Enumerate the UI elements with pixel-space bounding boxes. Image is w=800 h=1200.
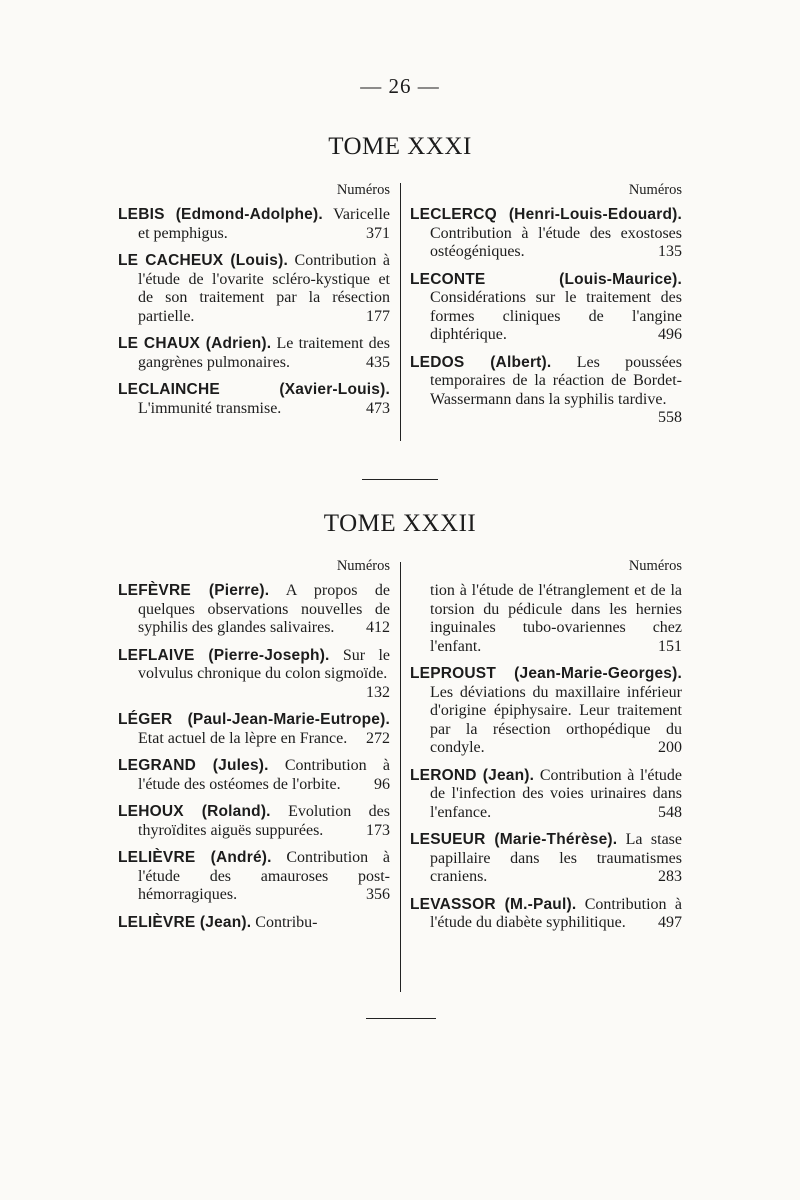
entry-paragraph [118,803,390,840]
index-entry [410,582,682,656]
thesis-title: Considérations sur le traitement des formes cliniques de l'angine diphtérique. [430,289,682,343]
author-name: LECLAINCHE (Xavier-Louis). [118,381,390,398]
section-separator [366,1018,436,1019]
index-entry [410,665,682,758]
entry-number: 135 [658,243,682,260]
author-name: LE CACHEUX (Louis). [118,252,288,269]
index-entry [410,767,682,823]
entry-number: 412 [366,619,390,636]
entry-paragraph [118,206,390,243]
column-divider [400,562,401,992]
page-number: — 26 — [360,74,440,98]
tome-xxxi-left-column [118,180,390,427]
index-entry [118,711,390,748]
thesis-title: Evolution des thyroïdites aiguës suppurées. [138,803,390,839]
author-name: LEFÈVRE (Pierre). [118,582,270,599]
author-name: LEGRAND (Jules). [118,757,269,774]
author-name: LEPROUST (Jean-Marie-Georges). [410,665,682,682]
index-entry [118,252,390,326]
thesis-title: A propos de quelques observations nouvelles de syphilis des glandes salivaires. [138,582,390,636]
entry-list [410,582,682,933]
thesis-title: Le traitement des gangrènes pulmonaires. [138,335,390,371]
entry-number: 558 [658,409,682,426]
entry-paragraph [410,665,682,758]
entry-list [410,206,682,428]
entry-paragraph [410,831,682,887]
thesis-title: Varicelle et pemphigus. [138,206,390,242]
entry-paragraph [118,582,390,638]
index-entry [410,831,682,887]
author-name: LEHOUX (Roland). [118,803,271,820]
author-name: LELIÈVRE (Jean). [118,913,252,931]
index-entry [118,914,390,933]
entry-number: 96 [374,775,390,793]
numeros-header: Numéros [628,182,682,198]
entry-number: 435 [366,353,390,371]
entry-number: 548 [658,803,682,821]
thesis-title: Contribution à l'étude de l'ovarite scléro-kystique et de son traitement par la résection partielle. [138,252,390,325]
tome-title-xxxi: TOME XXXI [328,133,472,160]
entry-number: 496 [658,326,682,343]
entry-paragraph [410,582,682,656]
entry-paragraph [118,711,390,748]
entry-number: 497 [658,914,682,931]
thesis-title: Contribu- [255,913,318,931]
author-name: LEFLAIVE (Pierre-Joseph). [118,646,330,664]
entry-paragraph [118,914,390,933]
author-name: LECONTE (Louis-Maurice). [410,270,682,288]
tome-xxxii-right-column [410,556,682,942]
numeros-header: Numéros [628,558,682,574]
entry-number: 272 [366,729,390,747]
entry-number: 371 [366,224,390,242]
entry-paragraph [410,896,682,933]
tome-xxxi-right-column [410,180,682,437]
index-entry [118,757,390,794]
entry-paragraph [118,849,390,905]
column-divider [400,183,401,441]
author-name: LELIÈVRE (André). [118,849,272,866]
author-name: LEROND (Jean). [410,766,535,784]
thesis-title: Les poussées temporaires de la réaction de Bordet-Wassermann dans la syphilis tardive. [430,353,682,408]
entry-number: 473 [366,399,390,417]
index-entry [118,647,390,703]
author-name: LEVASSOR (M.-Paul). [410,895,577,913]
entry-number: 177 [366,307,390,325]
numeros-header: Numéros [336,558,390,574]
entry-paragraph [410,271,682,345]
thesis-title: Les déviations du maxillaire inférieur d'origine épiphysaire. Leur traitement par la résection orthopédique du condyle. [430,683,682,756]
thesis-title: Sur le volvulus chronique du colon sigmoïde. [138,646,390,682]
thesis-title: La stase papillaire dans les traumatismes craniens. [430,831,683,885]
entry-number: 132 [366,683,390,701]
index-entry [410,896,682,933]
entry-number: 356 [366,886,390,903]
entry-number: 151 [658,637,682,655]
entry-paragraph [118,381,390,418]
index-entry [118,849,390,905]
section-separator [362,479,438,480]
thesis-title: Etat actuel de la lèpre en France. [138,729,348,747]
thesis-title: Contribution à l'étude du diabète syphilitique. [430,895,682,931]
author-name: LESUEUR (Marie-Thérèse). [410,831,618,848]
entry-number: 283 [658,868,682,885]
entry-paragraph [118,646,390,701]
index-entry [410,206,682,262]
entry-paragraph [410,767,682,823]
entry-list [118,206,390,418]
author-name: LECLERCQ (Henri-Louis-Edouard). [410,206,682,223]
thesis-title: Contribution à l'étude des ostéomes de l'orbite. [138,757,390,793]
thesis-title: Contribution à l'étude de l'infection des voies urinaires dans l'enfance. [430,766,682,821]
thesis-title: Contribution à l'étude des exostoses ostéogéniques. [430,224,682,260]
entry-paragraph [118,252,390,326]
entry-list [118,582,390,932]
author-name: LEDOS (Albert). [410,353,552,371]
index-entry [118,582,390,638]
tome-xxxii-left-column [118,556,390,941]
author-name: LE CHAUX (Adrien). [118,335,272,352]
entry-paragraph [118,335,390,372]
entry-number: 200 [658,739,682,756]
thesis-title: L'immunité transmise. [138,399,282,417]
index-entry [118,381,390,418]
author-name: LEBIS (Edmond-Adolphe). [118,206,323,223]
index-entry [410,271,682,345]
entry-paragraph [410,206,682,262]
index-entry [118,335,390,372]
index-entry [118,803,390,840]
entry-number: 173 [366,821,390,839]
tome-title-xxxii: TOME XXXII [323,510,477,537]
numeros-header: Numéros [336,182,390,198]
entry-paragraph [410,353,682,426]
index-entry [410,354,682,428]
thesis-title: tion à l'étude de l'étranglement et de la torsion du pédicule dans les hernies inguinales tubo-ovariennes chez l'enfant. [430,582,682,655]
author-name: LÉGER (Paul-Jean-Marie-Eutrope). [118,711,390,728]
entry-paragraph [118,757,390,794]
index-entry [118,206,390,243]
thesis-title: Contribution à l'étude des amauroses post-hémorragiques. [138,849,390,903]
